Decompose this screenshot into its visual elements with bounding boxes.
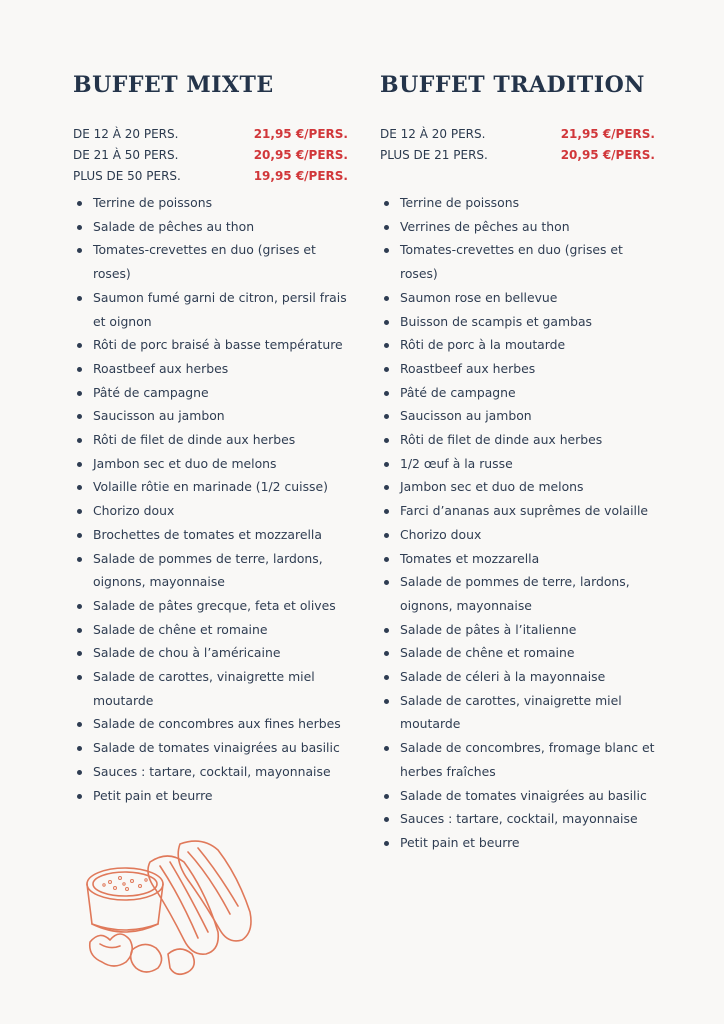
- menu-item: Chorizo doux: [380, 523, 655, 547]
- menu-item: Farci d’ananas aux suprêmes de volaille: [380, 499, 655, 523]
- menu-item: Terrine de poissons: [73, 191, 348, 215]
- menu-item: Salade de carottes, vinaigrette miel moutarde: [380, 689, 655, 736]
- buffet-mixte-section: [73, 68, 348, 803]
- menu-item: Buisson de scampis et gambas: [380, 310, 655, 334]
- price-row: [380, 145, 655, 166]
- menu-item: Roastbeef aux herbes: [380, 357, 655, 381]
- menu-item: Salade de carottes, vinaigrette miel moutarde: [73, 665, 348, 712]
- menu-item: Jambon sec et duo de melons: [73, 452, 348, 476]
- menu-item: Salade de pommes de terre, lardons, oignons, mayonnaise: [73, 547, 348, 594]
- menu-item: Salade de tomates vinaigrées au basilic: [73, 736, 348, 760]
- menu-item: Salade de pâtes grecque, feta et olives: [73, 594, 348, 618]
- menu-item: Roastbeef aux herbes: [73, 357, 348, 381]
- menu-item: Rôti de porc braisé à basse température: [73, 333, 348, 357]
- menu-item: Chorizo doux: [73, 499, 348, 523]
- buffet-mixte-items: [73, 191, 348, 807]
- buffet-mixte-prices: [73, 124, 348, 187]
- menu-item: Saucisson au jambon: [380, 404, 655, 428]
- menu-item: Tomates-crevettes en duo (grises et roses): [380, 238, 655, 285]
- menu-item: Terrine de poissons: [380, 191, 655, 215]
- menu-item: Petit pain et beurre: [73, 784, 348, 808]
- menu-item: Rôti de porc à la moutarde: [380, 333, 655, 357]
- price-value: 21,95 €/PERS.: [253, 127, 348, 141]
- price-row: [73, 166, 348, 187]
- price-row: [73, 124, 348, 145]
- menu-item: Salade de pêches au thon: [73, 215, 348, 239]
- price-value: 21,95 €/PERS.: [560, 127, 655, 141]
- price-label: PLUS DE 50 PERS.: [73, 169, 181, 183]
- menu-item: Verrines de pêches au thon: [380, 215, 655, 239]
- menu-item: Sauces : tartare, cocktail, mayonnaise: [380, 807, 655, 831]
- price-value: 19,95 €/PERS.: [253, 169, 348, 183]
- price-row: [380, 124, 655, 145]
- price-label: DE 21 À 50 PERS.: [73, 148, 179, 162]
- price-label: DE 12 À 20 PERS.: [380, 127, 486, 141]
- menu-item: Salade de chêne et romaine: [73, 618, 348, 642]
- menu-item: Salade de tomates vinaigrées au basilic: [380, 784, 655, 808]
- menu-item: 1/2 œuf à la russe: [380, 452, 655, 476]
- menu-item: Salade de chêne et romaine: [380, 641, 655, 665]
- menu-item: Pâté de campagne: [380, 381, 655, 405]
- menu-item: Saumon rose en bellevue: [380, 286, 655, 310]
- menu-item: Saucisson au jambon: [73, 404, 348, 428]
- price-row: [73, 145, 348, 166]
- buffet-tradition-title: BUFFET TRADITION: [380, 72, 645, 98]
- menu-item: Pâté de campagne: [73, 381, 348, 405]
- menu-item: Petit pain et beurre: [380, 831, 655, 855]
- menu-item: Rôti de filet de dinde aux herbes: [73, 428, 348, 452]
- buffet-tradition-items: [380, 191, 655, 855]
- menu-item: Salade de céleri à la mayonnaise: [380, 665, 655, 689]
- food-illustration-icon: [80, 832, 260, 982]
- buffet-mixte-title: BUFFET MIXTE: [73, 72, 274, 98]
- menu-item: Salade de concombres aux fines herbes: [73, 712, 348, 736]
- buffet-tradition-section: [380, 68, 655, 850]
- menu-item: Sauces : tartare, cocktail, mayonnaise: [73, 760, 348, 784]
- menu-item: Rôti de filet de dinde aux herbes: [380, 428, 655, 452]
- buffet-tradition-prices: [380, 124, 655, 166]
- price-value: 20,95 €/PERS.: [253, 148, 348, 162]
- menu-item: Tomates-crevettes en duo (grises et roses): [73, 238, 348, 285]
- price-value: 20,95 €/PERS.: [560, 148, 655, 162]
- menu-item: Salade de pommes de terre, lardons, oignons, mayonnaise: [380, 570, 655, 617]
- menu-item: Tomates et mozzarella: [380, 547, 655, 571]
- menu-item: Brochettes de tomates et mozzarella: [73, 523, 348, 547]
- menu-item: Volaille rôtie en marinade (1/2 cuisse): [73, 475, 348, 499]
- price-label: PLUS DE 21 PERS.: [380, 148, 488, 162]
- menu-item: Saumon fumé garni de citron, persil frais et oignon: [73, 286, 348, 333]
- menu-item: Salade de chou à l’américaine: [73, 641, 348, 665]
- menu-item: Jambon sec et duo de melons: [380, 475, 655, 499]
- menu-item: Salade de concombres, fromage blanc et herbes fraîches: [380, 736, 655, 783]
- menu-item: Salade de pâtes à l’italienne: [380, 618, 655, 642]
- price-label: DE 12 À 20 PERS.: [73, 127, 179, 141]
